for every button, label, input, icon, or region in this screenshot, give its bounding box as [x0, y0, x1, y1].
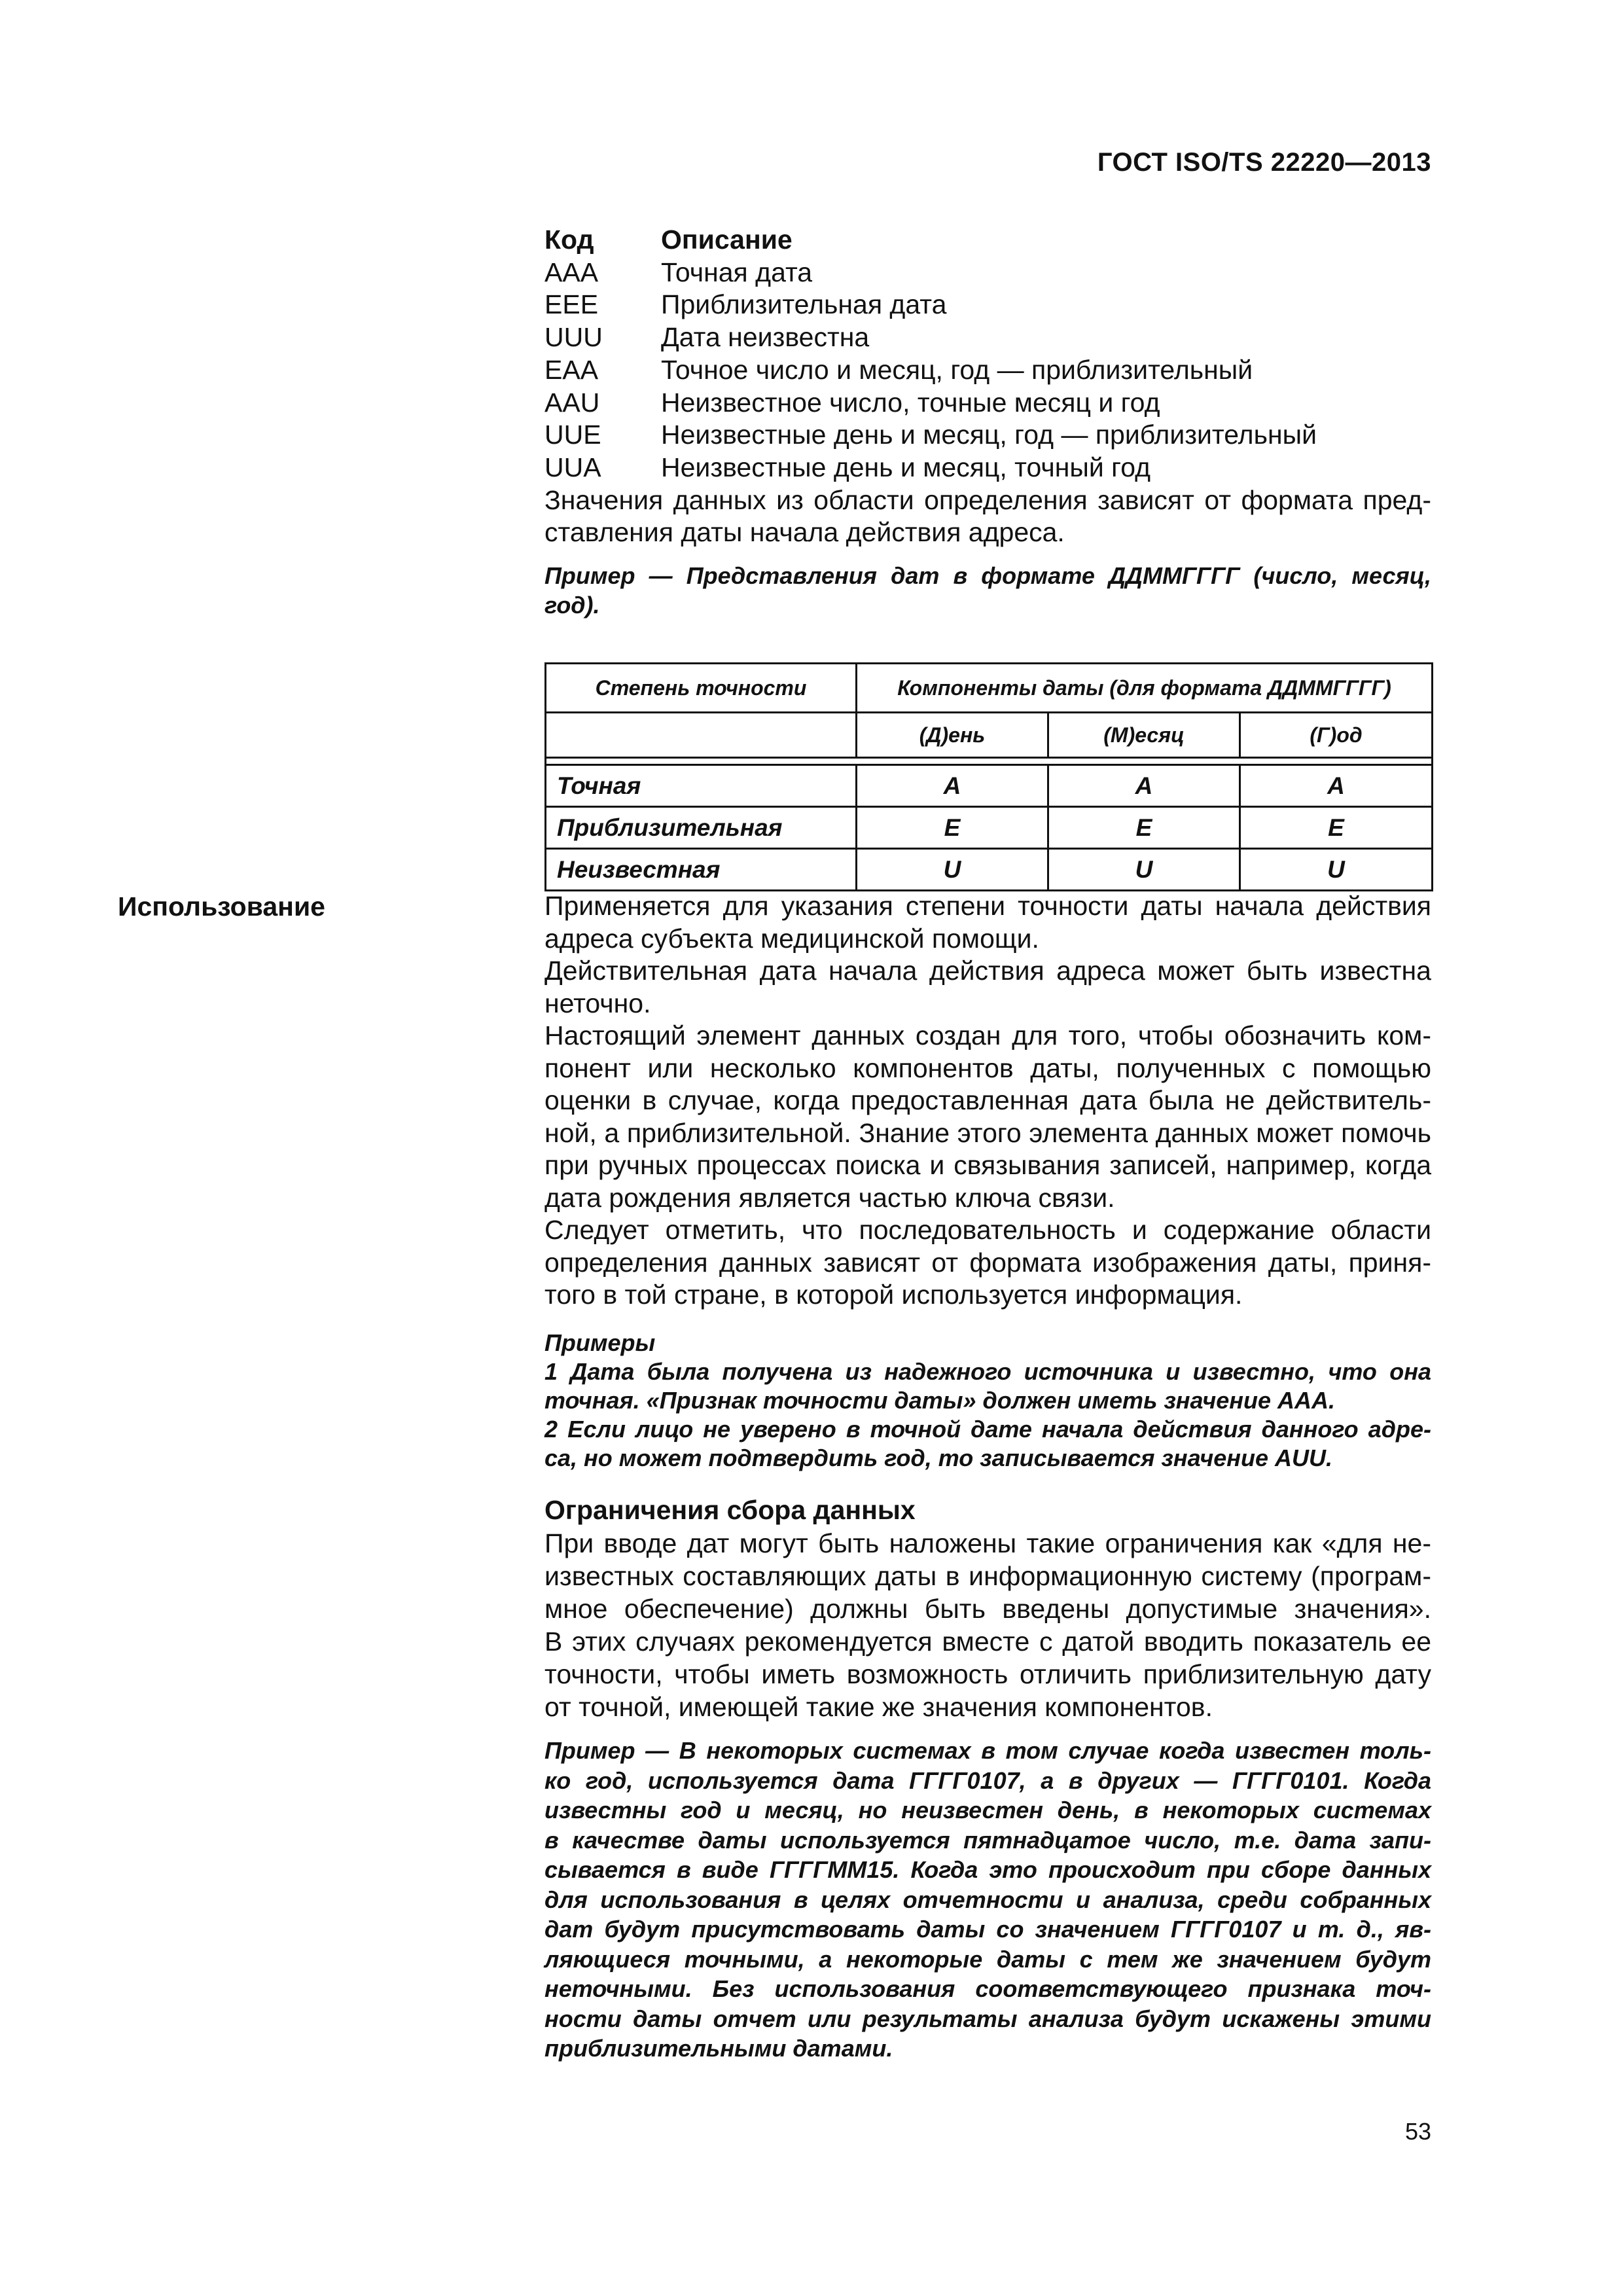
- usage-line: Настоящий элемент данных создан для того, чтобы обозначить ком-: [544, 1020, 1431, 1050]
- example-note-long: [544, 1736, 1431, 2064]
- year-column-header: (Г)од: [1240, 713, 1433, 758]
- example-line: известны год и месяц, но неизвестен день, в некоторых системах: [544, 1797, 1431, 1823]
- usage-line: Следует отметить, что последовательность и содержание области: [544, 1215, 1431, 1245]
- code-row: [544, 321, 1431, 354]
- code-value: UUA: [544, 452, 601, 482]
- limits-text: [544, 1527, 1431, 1723]
- components-column-header: Компоненты даты (для формата ДДММГГГГ): [857, 664, 1433, 713]
- year-value: A: [1240, 765, 1433, 807]
- limits-line: точности, чтобы иметь возможность отличить приблизительную дату: [544, 1659, 1431, 1689]
- example-intro-line: год).: [544, 592, 600, 619]
- code-value: UUE: [544, 420, 601, 450]
- header-separator: [546, 758, 1433, 765]
- usage-line: Действительная дата начала действия адреса может быть известна: [544, 956, 1431, 986]
- usage-line: ной, а приблизительной. Знание этого элемента данных может помочь: [544, 1117, 1431, 1148]
- usage-line: при ручных процессах поиска и связывания записей, например, когда: [544, 1150, 1431, 1180]
- day-value: A: [857, 765, 1048, 807]
- domain-note-line: Значения данных из области определения зависят от формата пред-: [544, 484, 1431, 515]
- limits-line: от точной, имеющей такие же значения компонентов.: [544, 1692, 1213, 1722]
- code-value: UUU: [544, 322, 603, 353]
- code-row: [544, 354, 1431, 387]
- example-line: неточными. Без использования соответствующего признака точ-: [544, 1975, 1431, 2002]
- code-description: Приблизительная дата: [661, 289, 947, 320]
- month-value: A: [1048, 765, 1240, 807]
- day-value: E: [857, 807, 1048, 849]
- code-list: [544, 224, 1431, 620]
- limits-line: При вводе дат могут быть наложены такие ограничения как «для не-: [544, 1528, 1431, 1558]
- day-column-header: (Д)ень: [857, 713, 1048, 758]
- example-line: в качестве даты используется пятнадцатое число, т.е. дата запи-: [544, 1826, 1431, 1854]
- code-value: AAA: [544, 257, 599, 287]
- precision-label: Неизвестная: [546, 849, 857, 891]
- code-value: EEE: [544, 289, 599, 320]
- usage-line: адреса субъекта медицинской помощи.: [544, 923, 1039, 954]
- usage-line: дата рождения является частью ключа связи.: [544, 1182, 1115, 1213]
- code-value: AAU: [544, 387, 600, 418]
- usage-line: Применяется для указания степени точности даты начала действия: [544, 891, 1431, 921]
- table-row: [546, 849, 1433, 891]
- code-row: [544, 289, 1431, 321]
- precision-column-header: Степень точности: [546, 664, 857, 713]
- example-line: 1 Дата была получена из надежного источника и известно, что она: [544, 1358, 1431, 1385]
- example-line: сывается в виде ГГГГММ15. Когда это происходит при сборе данных: [544, 1856, 1431, 1883]
- usage-text: [544, 890, 1431, 1312]
- examples-note: [544, 1329, 1431, 1473]
- code-value: EAA: [544, 354, 599, 385]
- precision-label: Приблизительная: [546, 807, 857, 849]
- usage-line: оценки в случае, когда предоставленная дата была не действитель-: [544, 1085, 1431, 1115]
- usage-line: определения данных зависят от формата изображения даты, приня-: [544, 1247, 1431, 1278]
- code-column-header: Код: [544, 224, 594, 255]
- example-line: точная. «Признак точности даты» должен иметь значение AAA.: [544, 1387, 1335, 1414]
- example-line: для использования в целях отчетности и анализа, среди собранных: [544, 1886, 1431, 1913]
- year-value: E: [1240, 807, 1433, 849]
- month-value: E: [1048, 807, 1240, 849]
- document-designation: ГОСТ ISO/TS 22220—2013: [1097, 148, 1431, 177]
- code-row: [544, 257, 1431, 289]
- precision-table: [544, 662, 1433, 891]
- empty-header-cell: [546, 713, 857, 758]
- code-row: [544, 419, 1431, 452]
- limits-line: мное обеспечение) должны быть введены допустимые значения».: [544, 1594, 1431, 1624]
- usage-section-label: Использование: [118, 891, 325, 922]
- table-row: [546, 765, 1433, 807]
- example-line: дат будут присутствовать даты со значением ГГГГ0107 и т. д., яв-: [544, 1916, 1431, 1943]
- domain-note-line: ставления даты начала действия адреса.: [544, 517, 1065, 548]
- example-line: ко год, используется дата ГГГГ0107, а в других — ГГГГ0101. Когда: [544, 1767, 1431, 1794]
- code-description: Дата неизвестна: [661, 322, 870, 353]
- examples-title: Примеры: [544, 1329, 656, 1356]
- example-intro-line: Пример — Представления дат в формате ДДММГГГГ (число, месяц,: [544, 562, 1431, 590]
- usage-line: того в той стране, в которой используется информация.: [544, 1280, 1243, 1310]
- limits-line: известных составляющих даты в информационную систему (програм-: [544, 1561, 1431, 1591]
- table-row: [546, 807, 1433, 849]
- usage-line: понент или несколько компонентов даты, полученных с помощью: [544, 1052, 1431, 1083]
- usage-line: неточно.: [544, 988, 651, 1018]
- code-description: Неизвестные день и месяц, год — приблизительный: [661, 420, 1317, 450]
- code-description: Точная дата: [661, 257, 813, 287]
- description-column-header: Описание: [661, 224, 793, 255]
- month-value: U: [1048, 849, 1240, 891]
- example-line: ности даты отчет или результаты анализа будут искажены этими: [544, 2005, 1431, 2032]
- precision-label: Точная: [546, 765, 857, 807]
- month-column-header: (М)есяц: [1048, 713, 1240, 758]
- example-line: 2 Если лицо не уверено в точной дате начала действия данного адре-: [544, 1416, 1431, 1443]
- example-line: приблизительными датами.: [544, 2035, 893, 2062]
- code-description: Неизвестное число, точные месяц и год: [661, 387, 1160, 418]
- code-row: [544, 452, 1431, 484]
- example-line: ляющиеся точными, а некоторые даты с тем же значением будут: [544, 1945, 1431, 1973]
- code-row: [544, 387, 1431, 420]
- day-value: U: [857, 849, 1048, 891]
- example-line: Пример — В некоторых системах в том случае когда известен толь-: [544, 1737, 1431, 1764]
- code-description: Точное число и месяц, год — приблизительный: [661, 354, 1253, 385]
- code-list-header: [544, 224, 1431, 257]
- code-description: Неизвестные день и месяц, точный год: [661, 452, 1151, 482]
- page-number: 53: [1404, 2118, 1431, 2145]
- year-value: U: [1240, 849, 1433, 891]
- limits-line: В этих случаях рекомендуется вместе с датой вводить показатель ее: [544, 1626, 1431, 1657]
- limits-heading: Ограничения сбора данных: [544, 1495, 916, 1525]
- example-line: са, но может подтвердить год, то записывается значение AUU.: [544, 1444, 1333, 1471]
